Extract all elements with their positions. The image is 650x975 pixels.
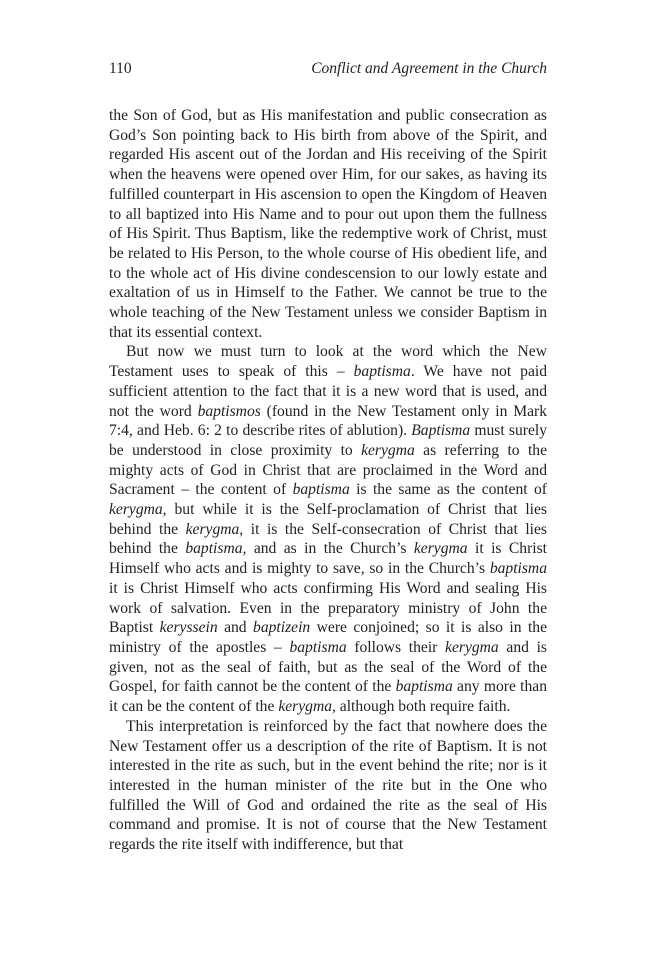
text-run: and as in the Church’s: [246, 540, 414, 558]
italic-term: kerygma: [445, 638, 499, 656]
text-run: the Son of God, but as His manifestation and public consecration as God’s Son pointing back to His birth from above of the Spirit, and regarded His ascent out of the Jordan and His receiving of the Spirit when the heavens were opened over Him, for our sakes, as having its fulfilled counterpart in His ascension to open the Kingdom of Heaven to all baptized into His Name and to pour out upon them the fullness of His Spirit. Thus Baptism, like the redemptive work of Christ, must be related to His Person, to the whole course of His obedient life, and to the whole act of His divine condescension to our lowly estate and exaltation of us in Himself to the Father. We cannot be true to the whole teaching of the New Testament unless we consider Baptism in that its essential context.: [109, 107, 547, 341]
text-run: This interpretation is reinforced by the fact that nowhere does the New Testament offer us a description of the rite of Baptism. It is not interested in the rite as such, but in the event behind the rite; nor is it interested in the human minister of the rite but in the One who fulfilled the Will of God and ordained the rite as the seal of His command and promise. It is not of course that the New Testament regards the rite itself with indifference, but that: [109, 717, 547, 854]
text-run: and: [217, 619, 254, 637]
text-run: But now we must turn to look at the word which the New Testament uses to speak of this –: [109, 343, 547, 381]
italic-term: baptisma: [489, 560, 547, 578]
italic-term: baptisma: [353, 363, 411, 381]
text-run: and is given, not as the seal of faith, but as the seal of the Word of the Gospel, for faith cannot be the content of the: [109, 638, 547, 696]
italic-term: kerygma,: [109, 501, 167, 519]
text-run: must surely be understood in close proximity to: [109, 422, 548, 459]
text-run: although both require faith.: [335, 698, 511, 716]
italic-term: Baptisma: [411, 422, 471, 440]
running-title: Conflict and Agreement in the Church: [311, 60, 547, 77]
text-run: it is the Self-consecration of Christ that lies behind the: [109, 520, 547, 558]
text-run: follows their: [346, 638, 446, 656]
text-run: as referring to the mighty acts of God in Christ that are proclaimed in the Word and Sacrament – the content of: [109, 441, 547, 499]
italic-term: baptisma: [395, 678, 453, 696]
italic-term: baptisma: [289, 638, 347, 656]
book-page: [109, 58, 547, 855]
italic-term: keryssein: [159, 619, 218, 637]
italic-term: baptismos: [197, 402, 261, 420]
italic-term: baptisma,: [185, 540, 247, 558]
text-run: it is Christ Himself who acts confirming His Word and sealing His work of salvation. Even in the preparatory ministry of John the Baptist: [109, 579, 547, 637]
body-text: [109, 106, 547, 855]
paragraph: [109, 342, 547, 716]
italic-term: baptisma: [292, 481, 350, 499]
text-run: is the same as the content of: [349, 481, 547, 499]
text-run: were conjoined; so it is also in the ministry of the apostles –: [109, 619, 547, 656]
italic-term: baptizein: [253, 619, 311, 637]
text-run: it is Christ Himself who acts and is mighty to save, so in the Church’s: [109, 540, 548, 578]
text-run: . We have not paid sufficient attention to the fact that it is a new word that is used, and not the word: [109, 363, 547, 420]
page-number: 110: [109, 60, 132, 77]
italic-term: kerygma: [413, 540, 468, 558]
text-run: (found in the New Testament only in Mark 7:4, and Heb. 6: 2 to describe rites of ablution).: [109, 402, 547, 440]
italic-term: kerygma,: [278, 698, 336, 716]
running-head: [109, 58, 547, 80]
paragraph: [109, 106, 547, 342]
paragraph: [109, 717, 547, 855]
text-run: but while it is the Self-proclamation of Christ that lies behind the: [109, 501, 547, 538]
italic-term: kerygma,: [185, 520, 244, 538]
text-run: any more than it can be the content of the: [109, 678, 547, 716]
italic-term: kerygma: [361, 441, 415, 459]
